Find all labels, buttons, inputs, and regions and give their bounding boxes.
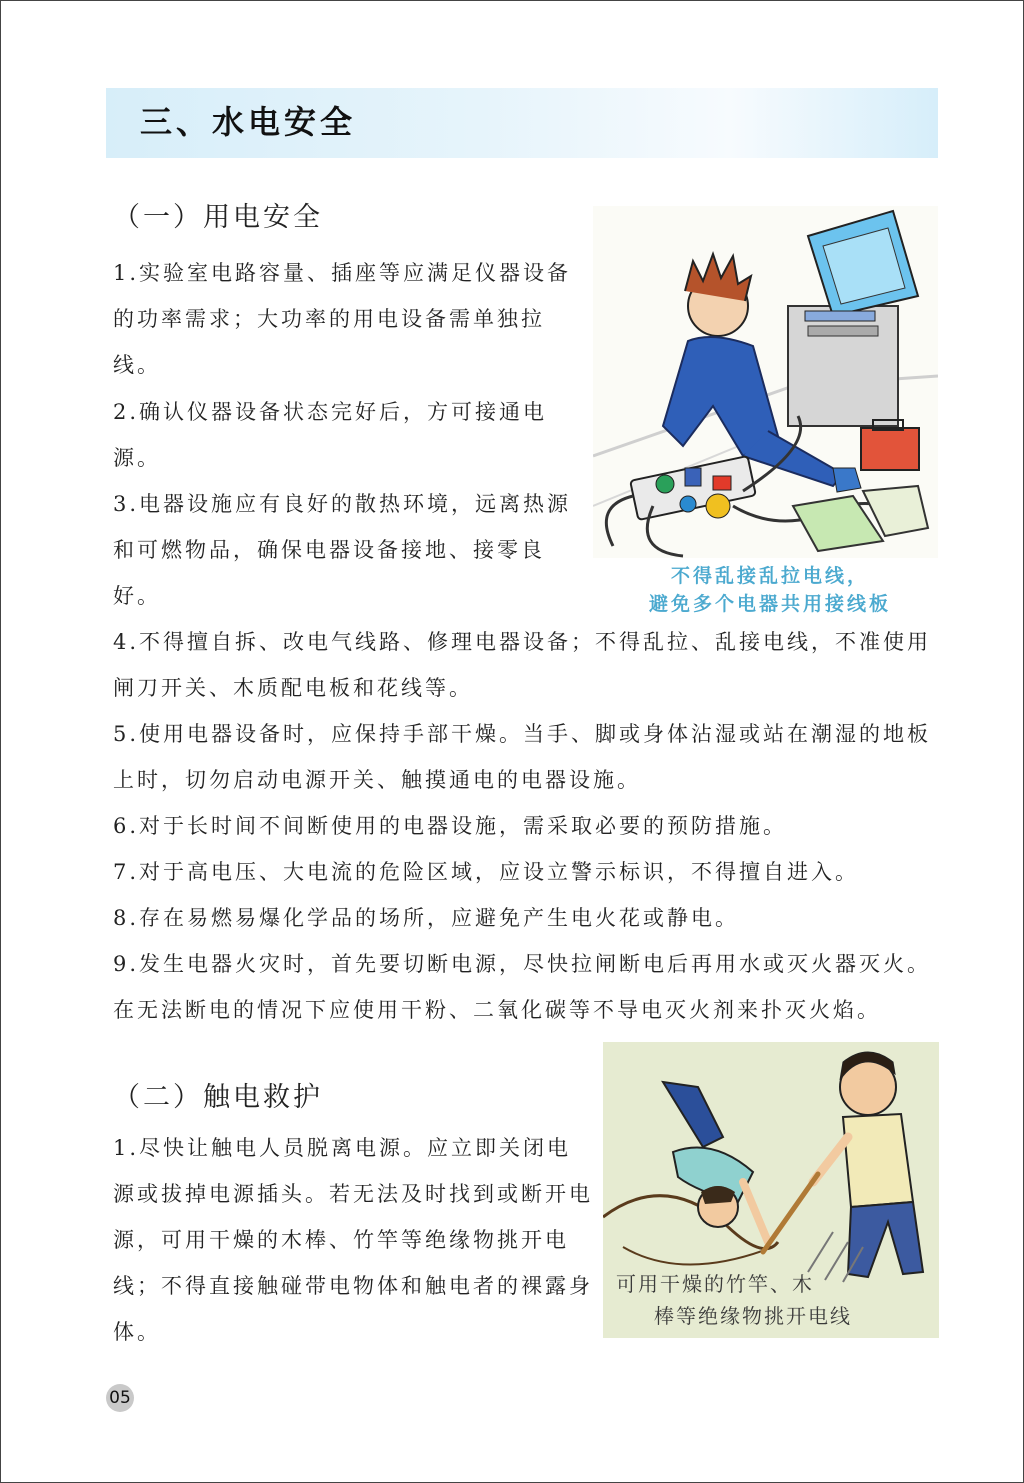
electricity-item-7: 7.对于高电压、大电流的危险区域，应设立警示标识，不得擅自进入。 (113, 860, 860, 884)
figure-caption-wiring (600, 562, 940, 618)
subheading-electric-shock-rescue: （二）触电救护 (113, 1082, 323, 1113)
electricity-item-9: 9.发生电器火灾时，首先要切断电源，尽快拉闸断电后再用水或灭火器灭火。在无法断电的情况下应使用干粉、二氧化碳等不导电灭火剂来扑灭火焰。 (113, 952, 932, 1022)
figure-caption-rescue (616, 1268, 926, 1332)
electricity-item-6: 6.对于长时间不间断使用的电器设施，需采取必要的预防措施。 (113, 814, 788, 838)
electricity-item-4: 4.不得擅自拆、改电气线路、修理电器设备；不得乱拉、乱接电线，不准使用闸刀开关、木质配电板和花线等。 (113, 630, 932, 700)
figure-caption-rescue-line-2: 棒等绝缘物挑开电线 (654, 1304, 852, 1328)
electricity-item-8: 8.存在易燃易爆化学品的场所，应避免产生电火花或静电。 (113, 906, 740, 930)
figure-caption-rescue-line-1: 可用干燥的竹竿、木 (616, 1272, 814, 1296)
messy-wiring-drawing (593, 206, 938, 558)
rescue-item-1: 1.尽快让触电人员脱离电源。应立即关闭电源或拔掉电源插头。若无法及时找到或断开电源，可用干燥的木棒、竹竿等绝缘物挑开电线；不得直接触碰带电物体和触电者的裸露身体。 (113, 1136, 593, 1344)
electricity-item-2: 2.确认仪器设备状态完好后，方可接通电源。 (113, 400, 548, 470)
page-number-badge: 05 (106, 1384, 134, 1412)
illustration-messy-wiring (593, 206, 938, 558)
figure-caption-wiring-line-2: 避免多个电器共用接线板 (648, 593, 891, 615)
subheading-electricity-safety: （一）用电安全 (113, 202, 323, 233)
electricity-item-1: 1.实验室电路容量、插座等应满足仪器设备的功率需求；大功率的用电设备需单独拉线。 (113, 261, 572, 377)
section-title: 三、水电安全 (140, 103, 357, 141)
figure-caption-wiring-line-1: 不得乱接乱拉电线， (670, 565, 869, 587)
electricity-item-3: 3.电器设施应有良好的散热环境，远离热源和可燃物品，确保电器设备接地、接零良好。 (113, 492, 572, 608)
electricity-item-5: 5.使用电器设备时，应保持手部干燥。当手、脚或身体沾湿或站在潮湿的地板上时，切勿启动电源开关、触摸通电的电器设施。 (113, 722, 932, 792)
